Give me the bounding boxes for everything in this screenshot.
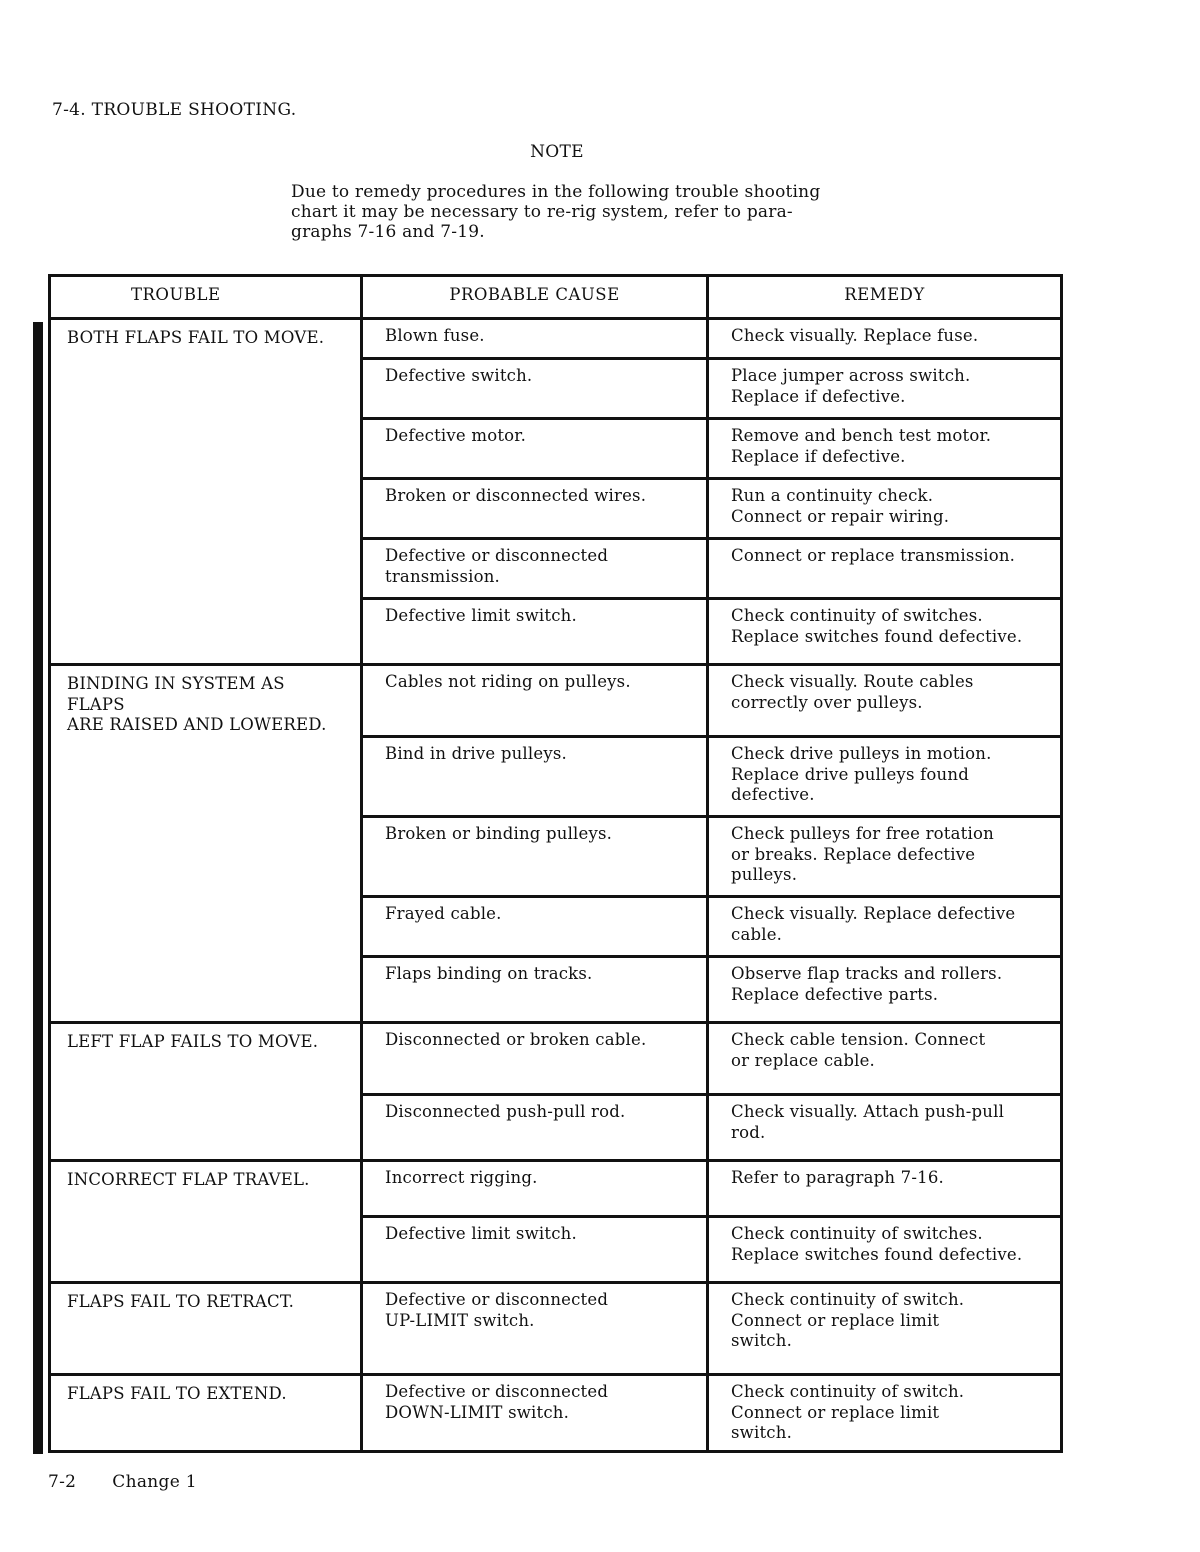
probable-cause-text: Defective limit switch. <box>385 606 577 625</box>
remedy-text: Check drive pulleys in motion. <box>731 744 992 763</box>
probable-cause-text: Bind in drive pulleys. <box>385 744 567 763</box>
table-body <box>50 319 1062 1452</box>
probable-cause-cell <box>362 957 708 1023</box>
trouble-text: FLAPS FAIL TO RETRACT. <box>67 1292 295 1311</box>
remedy-text: Replace switches found defective. <box>731 1244 1023 1264</box>
table-row <box>50 665 1062 737</box>
remedy-text: Connect or replace limit <box>731 1402 940 1422</box>
remedy-cell <box>708 737 1062 817</box>
remedy-text: defective. <box>731 785 815 804</box>
note-line: Due to remedy procedures in the following trouble shooting <box>291 182 821 202</box>
trouble-cell <box>50 1161 362 1283</box>
probable-cause-cell <box>362 599 708 665</box>
probable-cause-cell <box>362 539 708 599</box>
remedy-text: Check visually. Replace fuse. <box>731 326 979 345</box>
probable-cause-text: Frayed cable. <box>385 904 502 923</box>
remedy-cell <box>708 419 1062 479</box>
probable-cause-cell <box>362 1095 708 1161</box>
probable-cause-cell <box>362 1283 708 1375</box>
change-label: Change 1 <box>112 1472 197 1492</box>
trouble-cell <box>50 319 362 665</box>
remedy-text: Check visually. Attach push-pull <box>731 1102 1005 1121</box>
remedy-text: Check visually. Route cables <box>731 672 974 691</box>
remedy-cell <box>708 479 1062 539</box>
section-title: 7-4. TROUBLE SHOOTING. <box>52 100 297 120</box>
remedy-text: or replace cable. <box>731 1050 875 1070</box>
remedy-text: Observe flap tracks and rollers. <box>731 964 1003 983</box>
remedy-cell <box>708 359 1062 419</box>
remedy-text: Run a continuity check. <box>731 486 934 505</box>
probable-cause-cell <box>362 359 708 419</box>
probable-cause-text: DOWN-LIMIT switch. <box>385 1402 570 1422</box>
trouble-shooting-table <box>48 274 1063 1453</box>
remedy-text: cable. <box>731 924 783 944</box>
remedy-text: rod. <box>731 1122 766 1142</box>
probable-cause-text: Defective or disconnected <box>385 546 609 565</box>
probable-cause-text: Incorrect rigging. <box>385 1168 538 1187</box>
remedy-cell <box>708 1023 1062 1095</box>
remedy-text: Check continuity of switches. <box>731 1224 983 1243</box>
remedy-text: or breaks. Replace defective <box>731 844 976 864</box>
probable-cause-text: Cables not riding on pulleys. <box>385 672 631 691</box>
revision-change-bar <box>33 322 43 1454</box>
remedy-text: Replace drive pulleys found <box>731 764 969 784</box>
remedy-text: Refer to paragraph 7-16. <box>731 1168 944 1187</box>
remedy-cell <box>708 957 1062 1023</box>
remedy-cell <box>708 319 1062 359</box>
table-row <box>50 1161 1062 1217</box>
probable-cause-cell <box>362 479 708 539</box>
probable-cause-text: Defective or disconnected <box>385 1290 609 1309</box>
remedy-cell <box>708 539 1062 599</box>
remedy-text: Remove and bench test motor. <box>731 426 992 445</box>
table-row <box>50 1375 1062 1452</box>
trouble-cell <box>50 1023 362 1161</box>
table-row <box>50 1283 1062 1375</box>
remedy-cell <box>708 1161 1062 1217</box>
remedy-cell <box>708 1375 1062 1452</box>
trouble-shooting-table-container <box>48 274 1060 1453</box>
remedy-cell <box>708 1217 1062 1283</box>
probable-cause-cell <box>362 817 708 897</box>
probable-cause-text: Defective or disconnected <box>385 1382 609 1401</box>
remedy-cell <box>708 817 1062 897</box>
remedy-text: Connect or replace transmission. <box>731 546 1016 565</box>
note-body <box>291 182 851 242</box>
probable-cause-cell <box>362 737 708 817</box>
remedy-text: Check continuity of switch. <box>731 1290 965 1309</box>
remedy-text: Check continuity of switches. <box>731 606 983 625</box>
remedy-text: Check continuity of switch. <box>731 1382 965 1401</box>
remedy-cell <box>708 599 1062 665</box>
page-footer <box>48 1472 197 1492</box>
trouble-text: BINDING IN SYSTEM AS FLAPS <box>67 674 285 714</box>
remedy-text: Replace switches found defective. <box>731 626 1023 646</box>
remedy-cell <box>708 1283 1062 1375</box>
table-header-row <box>50 276 1062 319</box>
trouble-cell <box>50 1283 362 1375</box>
remedy-text: pulleys. <box>731 865 798 884</box>
probable-cause-cell <box>362 897 708 957</box>
probable-cause-cell <box>362 1161 708 1217</box>
remedy-text: Place jumper across switch. <box>731 366 971 385</box>
probable-cause-text: Defective motor. <box>385 426 527 445</box>
remedy-text: switch. <box>731 1331 793 1350</box>
remedy-text: Connect or replace limit <box>731 1310 940 1330</box>
remedy-text: Connect or repair wiring. <box>731 506 950 526</box>
remedy-text: Replace defective parts. <box>731 984 939 1004</box>
header-probable-cause: PROBABLE CAUSE <box>362 276 708 319</box>
probable-cause-text: Flaps binding on tracks. <box>385 964 593 983</box>
trouble-text: BOTH FLAPS FAIL TO MOVE. <box>67 328 325 347</box>
trouble-cell <box>50 665 362 1023</box>
remedy-text: correctly over pulleys. <box>731 692 923 712</box>
probable-cause-text: Defective limit switch. <box>385 1224 577 1243</box>
probable-cause-cell <box>362 1375 708 1452</box>
probable-cause-text: UP-LIMIT switch. <box>385 1310 535 1330</box>
trouble-text: ARE RAISED AND LOWERED. <box>67 715 327 734</box>
remedy-text: Replace if defective. <box>731 386 906 406</box>
probable-cause-cell <box>362 1023 708 1095</box>
note-line: chart it may be necessary to re-rig system, refer to para- <box>291 202 793 222</box>
note-line: graphs 7-16 and 7-19. <box>291 222 485 242</box>
trouble-text: LEFT FLAP FAILS TO MOVE. <box>67 1032 319 1051</box>
probable-cause-text: Disconnected push-pull rod. <box>385 1102 626 1121</box>
remedy-text: Check visually. Replace defective <box>731 904 1016 923</box>
remedy-cell <box>708 665 1062 737</box>
trouble-cell <box>50 1375 362 1452</box>
table-row <box>50 1023 1062 1095</box>
probable-cause-cell <box>362 665 708 737</box>
table-row <box>50 319 1062 359</box>
page-number: 7-2 <box>48 1472 77 1492</box>
header-trouble: TROUBLE <box>50 276 362 319</box>
remedy-cell <box>708 897 1062 957</box>
header-remedy: REMEDY <box>708 276 1062 319</box>
remedy-text: Check pulleys for free rotation <box>731 824 994 843</box>
probable-cause-text: Disconnected or broken cable. <box>385 1030 647 1049</box>
probable-cause-text: Broken or binding pulleys. <box>385 824 613 843</box>
trouble-text: INCORRECT FLAP TRAVEL. <box>67 1170 310 1189</box>
probable-cause-text: Blown fuse. <box>385 326 485 345</box>
note-heading: NOTE <box>530 142 584 162</box>
remedy-cell <box>708 1095 1062 1161</box>
remedy-text: switch. <box>731 1423 793 1442</box>
probable-cause-text: Defective switch. <box>385 366 533 385</box>
probable-cause-text: Broken or disconnected wires. <box>385 486 647 505</box>
probable-cause-text: transmission. <box>385 566 500 586</box>
remedy-text: Check cable tension. Connect <box>731 1030 986 1049</box>
probable-cause-cell <box>362 1217 708 1283</box>
probable-cause-cell <box>362 319 708 359</box>
remedy-text: Replace if defective. <box>731 446 906 466</box>
probable-cause-cell <box>362 419 708 479</box>
trouble-text: FLAPS FAIL TO EXTEND. <box>67 1384 287 1403</box>
